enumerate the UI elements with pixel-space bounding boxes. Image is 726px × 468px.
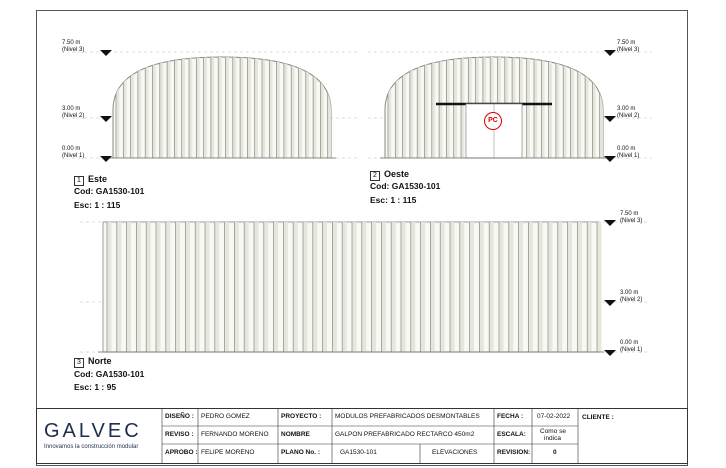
north-rib (146, 222, 150, 352)
west-rib (461, 55, 464, 158)
north-rib (107, 222, 111, 352)
north-rib (587, 222, 591, 352)
north-rib (185, 222, 189, 352)
north-rib (440, 222, 444, 352)
north-rib (166, 222, 170, 352)
plano-value: GA1530-101 (340, 449, 377, 456)
east-rib (291, 55, 294, 158)
east-rib (167, 55, 170, 158)
east-rib (182, 55, 185, 158)
north-rib (421, 222, 425, 352)
east-rib (226, 55, 229, 158)
north-rib (176, 222, 180, 352)
east-rib (284, 55, 287, 158)
north-rib (293, 222, 297, 352)
north-rib (372, 222, 376, 352)
north-rib (244, 222, 248, 352)
north-rib (136, 222, 140, 352)
east-rib (218, 55, 221, 158)
east-rib (196, 55, 199, 158)
east-rib (123, 55, 126, 158)
north-rib (381, 222, 385, 352)
north-rib (205, 222, 209, 352)
north-rib (332, 222, 336, 352)
east-elevation (108, 55, 336, 158)
north-rib (577, 222, 581, 352)
east-rib (313, 55, 316, 158)
north-rib (519, 222, 523, 352)
east-rib (153, 55, 156, 158)
east-rib (255, 55, 258, 158)
escala-value-line2: indica (544, 435, 561, 442)
north-rib (234, 222, 238, 352)
north-rib (548, 222, 552, 352)
north-rib (313, 222, 317, 352)
east-rib (247, 55, 250, 158)
west-rib (439, 55, 442, 158)
west-level1-label: 0.00 m (Nivel 1) (617, 146, 640, 159)
nombre-label: NOMBRE (281, 431, 310, 438)
north-rib (489, 222, 493, 352)
west-rib (556, 55, 559, 158)
north-rib (215, 222, 219, 352)
reviso-label: REVISO : (165, 431, 194, 438)
east-level1-label: 0.00 m (Nivel 1) (62, 146, 85, 159)
galvec-slogan: Innovamos la construcción modular (44, 444, 139, 450)
revision-value: 0 (553, 449, 557, 456)
north-rib (509, 222, 513, 352)
west-rib (563, 55, 566, 158)
north-rib (470, 222, 474, 352)
east-rib (204, 55, 207, 158)
east-rib (116, 55, 119, 158)
north-rib (401, 222, 405, 352)
view2-code: Cod: GA1530-101 (370, 181, 441, 191)
east-rib (160, 55, 163, 158)
north-rib (528, 222, 532, 352)
north-rib (264, 222, 268, 352)
north-level2-label: 3.00 m (Nivel 2) (620, 290, 643, 303)
north-rib (450, 222, 454, 352)
west-rib (592, 55, 595, 158)
east-rib (299, 55, 302, 158)
view1-code: Cod: GA1530-101 (74, 186, 145, 196)
north-rib (479, 222, 483, 352)
east-rib (277, 55, 280, 158)
north-level3-label: 7.50 m (Nivel 3) (620, 211, 643, 224)
east-rib (233, 55, 236, 158)
north-rib (225, 222, 229, 352)
west-rib (541, 55, 544, 158)
north-rib (283, 222, 287, 352)
west-rib (549, 55, 552, 158)
north-rib (156, 222, 160, 352)
north-rib (323, 222, 327, 352)
view2-title: 2 Oeste (370, 169, 409, 181)
east-rib (240, 55, 243, 158)
view1-title: 1 Este (74, 174, 107, 186)
east-rib (174, 55, 177, 158)
aprobo-value: FELIPE MORENO (201, 449, 255, 456)
nombre-value: GALPON PREFABRICADO RECTARCO 450m2 (335, 431, 475, 438)
west-rib (527, 55, 530, 158)
pc-marker: PC (484, 112, 502, 130)
east-rib (328, 55, 331, 158)
view1-scale: Esc: 1 : 115 (74, 200, 121, 210)
north-rib (597, 222, 601, 352)
north-rib (342, 222, 346, 352)
west-rib (454, 55, 457, 158)
east-rib (131, 55, 134, 158)
north-rib (391, 222, 395, 352)
escala-label: ESCALA: (497, 431, 526, 438)
north-rib (558, 222, 562, 352)
north-rib (430, 222, 434, 352)
view3-scale: Esc: 1 : 95 (74, 382, 117, 392)
west-rib (571, 55, 574, 158)
west-rib (395, 55, 398, 158)
north-rib (538, 222, 542, 352)
view3-title: 3 Norte (74, 356, 112, 368)
west-elevation (380, 55, 608, 158)
west-rib (585, 55, 588, 158)
north-rib (411, 222, 415, 352)
east-rib (211, 55, 214, 158)
north-rib (127, 222, 131, 352)
east-rib (262, 55, 265, 158)
diseno-value: PEDRO GOMEZ (201, 413, 250, 420)
west-rib (578, 55, 581, 158)
west-rib (403, 55, 406, 158)
galvec-logo: GALVEC (44, 420, 142, 442)
reviso-value: FERNANDO MORENO (201, 431, 269, 438)
north-rib (303, 222, 307, 352)
north-rib (460, 222, 464, 352)
west-rib (446, 55, 449, 158)
east-rib (269, 55, 272, 158)
west-rib (425, 55, 428, 158)
east-rib (189, 55, 192, 158)
proyecto-label: PROYECTO : (281, 413, 322, 420)
west-rib (417, 55, 420, 158)
north-rib (195, 222, 199, 352)
north-rib (254, 222, 258, 352)
proyecto-value: MODULOS PREFABRICADOS DESMONTABLES (335, 413, 480, 420)
west-rib (432, 55, 435, 158)
west-rib (388, 55, 391, 158)
north-rib (568, 222, 572, 352)
aprobo-label: APROBO : (165, 449, 198, 456)
east-rib (306, 55, 309, 158)
north-elevation (98, 222, 604, 352)
revision-label: REVISION: (497, 449, 531, 456)
north-rib (499, 222, 503, 352)
north-rib (362, 222, 366, 352)
east-level3-label: 7.50 m (Nivel 3) (62, 40, 85, 53)
plano-desc: ELEVACIONES (432, 449, 478, 456)
diseno-label: DISEÑO : (165, 413, 194, 420)
fecha-label: FECHA : (497, 413, 524, 420)
cliente-label: CLIENTE : (582, 414, 614, 421)
escala-value-line1: Como se (540, 428, 567, 435)
view3-code: Cod: GA1530-101 (74, 369, 145, 379)
east-rib (320, 55, 323, 158)
north-rib (274, 222, 278, 352)
north-rib (117, 222, 121, 352)
view2-scale: Esc: 1 : 115 (370, 195, 417, 205)
plano-label: PLANO No. : (281, 449, 320, 456)
east-level2-label: 3.00 m (Nivel 2) (62, 106, 85, 119)
north-level1-label: 0.00 m (Nivel 1) (620, 340, 643, 353)
west-rib (534, 55, 537, 158)
west-level2-label: 3.00 m (Nivel 2) (617, 106, 640, 119)
east-rib (145, 55, 148, 158)
north-rib (352, 222, 356, 352)
fecha-value: 07-02-2022 (537, 413, 571, 420)
west-level3-label: 7.50 m (Nivel 3) (617, 40, 640, 53)
west-rib (600, 55, 603, 158)
